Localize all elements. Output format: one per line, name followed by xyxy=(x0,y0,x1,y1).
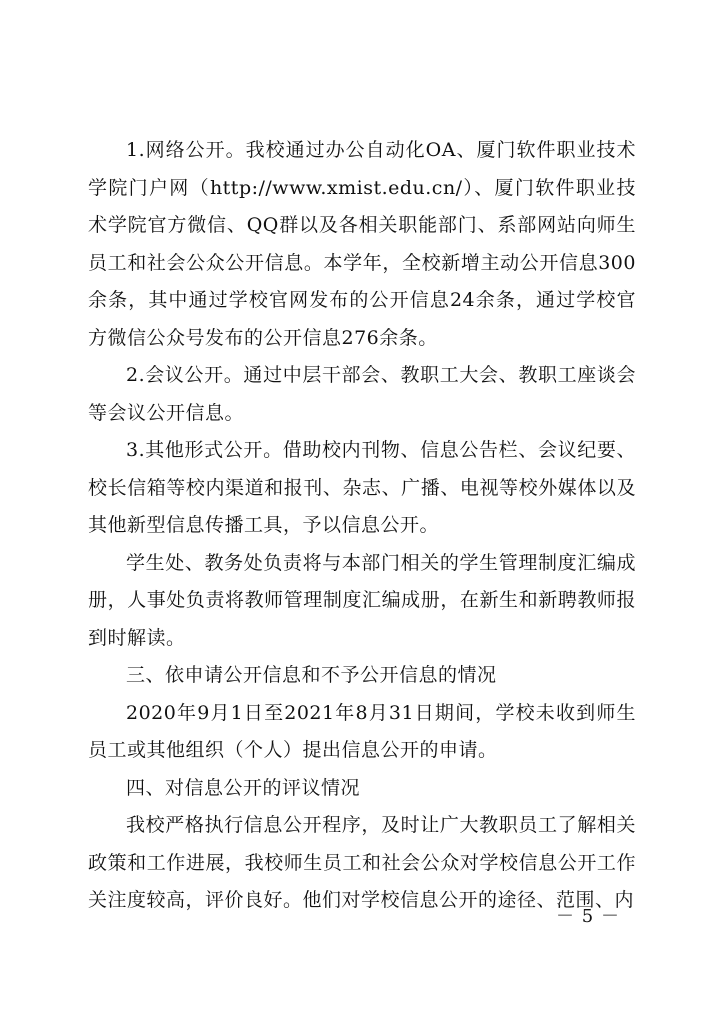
paragraph-network-disclosure: 1.网络公开。我校通过办公自动化OA、厦门软件职业技术学院门户网（http://www.xmist.edu.cn/）、厦门软件职业技术学院官方微信、QQ群以及各相关职能部门、系部网站向师生员工和社会公众公开信息。本学年，全校新增主动公开信息300余条，其中通过学校官网发布的公开信息24余条，通过学校官方微信公众号发布的公开信息276余条。 xyxy=(88,139,636,349)
paragraph-handbook: 学生处、教务处负责将与本部门相关的学生管理制度汇编成册，人事处负责将教师管理制度汇编成册，在新生和新聘教师报到时解读。 xyxy=(88,551,636,649)
paragraph-meeting-disclosure: 2.会议公开。通过中层干部会、教职工大会、教职工座谈会等会议公开信息。 xyxy=(88,364,636,424)
paragraph-evaluation: 我校严格执行信息公开程序，及时让广大教职员工了解相关政策和工作进展，我校师生员工和社会公众对学校信息公开工作关注度较高，评价良好。他们对学校信息公开的途径、范围、内 xyxy=(88,814,636,911)
page-number: － 5 － xyxy=(556,906,620,927)
section-heading-three: 三、依申请公开信息和不予公开信息的情况 xyxy=(126,664,497,686)
paragraph-other-disclosure: 3.其他形式公开。借助校内刊物、信息公告栏、会议纪要、校长信箱等校内渠道和报刊、杂志、广播、电视等校外媒体以及其他新型信息传播工具，予以信息公开。 xyxy=(88,439,636,536)
section-heading-four: 四、对信息公开的评议情况 xyxy=(126,776,361,799)
paragraph-application-status: 2020年9月1日至2021年8月31日期间，学校未收到师生员工或其他组织（个人）提出信息公开的申请。 xyxy=(88,701,636,761)
document-body xyxy=(88,132,636,920)
